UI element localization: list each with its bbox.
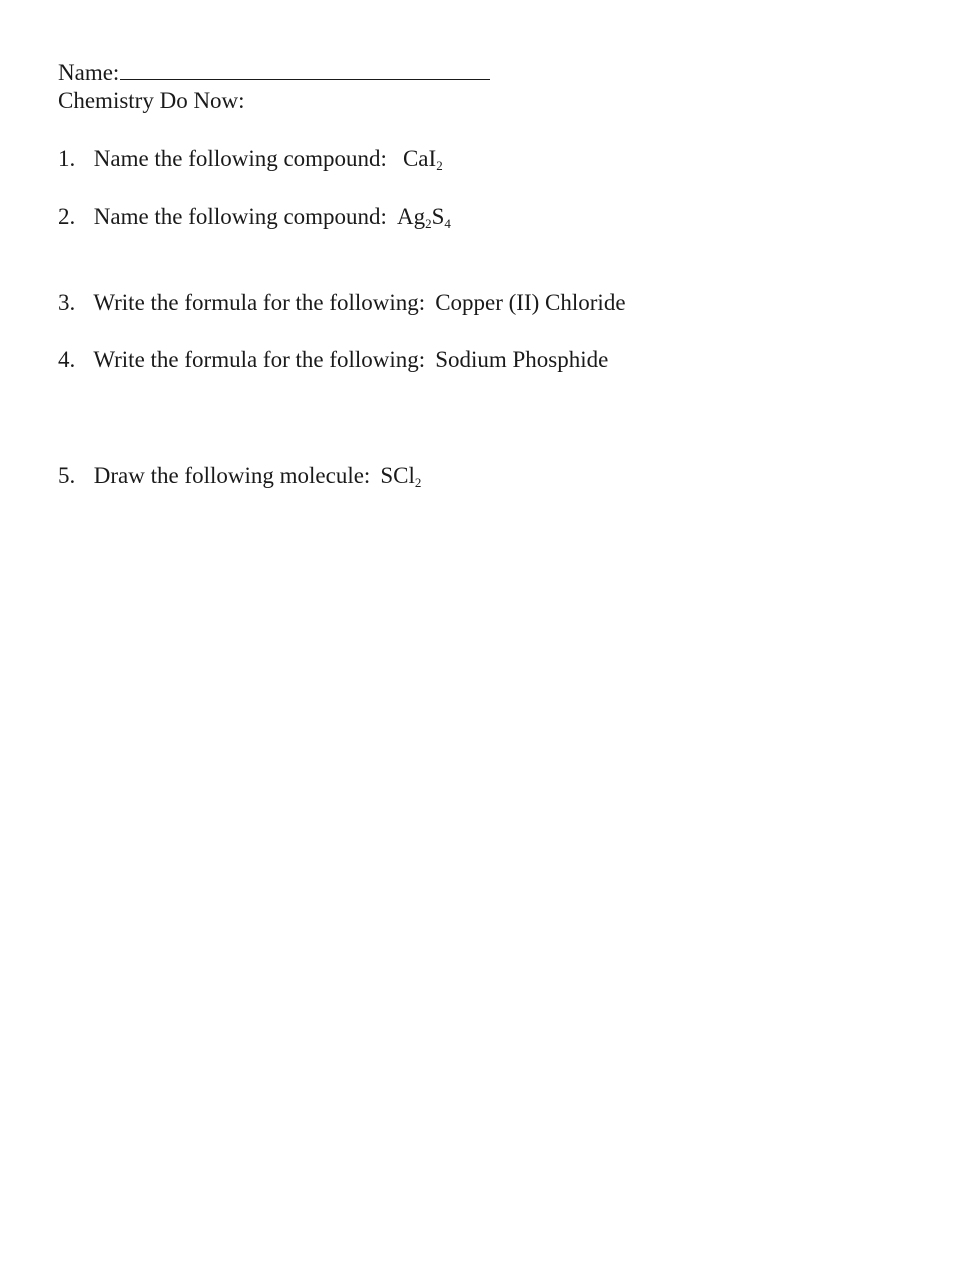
compound-formula: CaI$_2$ [402,146,443,173]
question-prompt: Draw the following molecule: [93,463,371,488]
question-prompt: Write the formula for the following: [93,290,426,315]
question-2 [58,203,451,231]
compound-formula: $Ag_2S_4$ [396,204,451,231]
question-number: 5. [58,463,76,488]
question-5 [58,462,421,490]
question-number: 4. [58,347,76,372]
question-prompt: Name the following compound: [93,204,387,229]
question-prompt: Write the formula for the following: [93,347,426,372]
question-number: 3. [58,290,76,315]
question-prompt: Name the following compound: [93,146,387,171]
molecule-formula: SCl$_2$ [380,463,422,490]
question-3 [58,289,626,317]
question-number: 1. [58,146,76,171]
name-blank-line[interactable] [120,59,490,80]
question-number: 2. [58,204,76,229]
compound-name: Sodium Phosphide [435,347,609,372]
name-field-row [58,59,490,87]
question-1 [58,145,443,173]
name-label: Name: [58,60,120,85]
question-4 [58,346,608,374]
worksheet-title: Chemistry Do Now: [58,88,245,113]
compound-name: Copper (II) Chloride [435,290,626,315]
